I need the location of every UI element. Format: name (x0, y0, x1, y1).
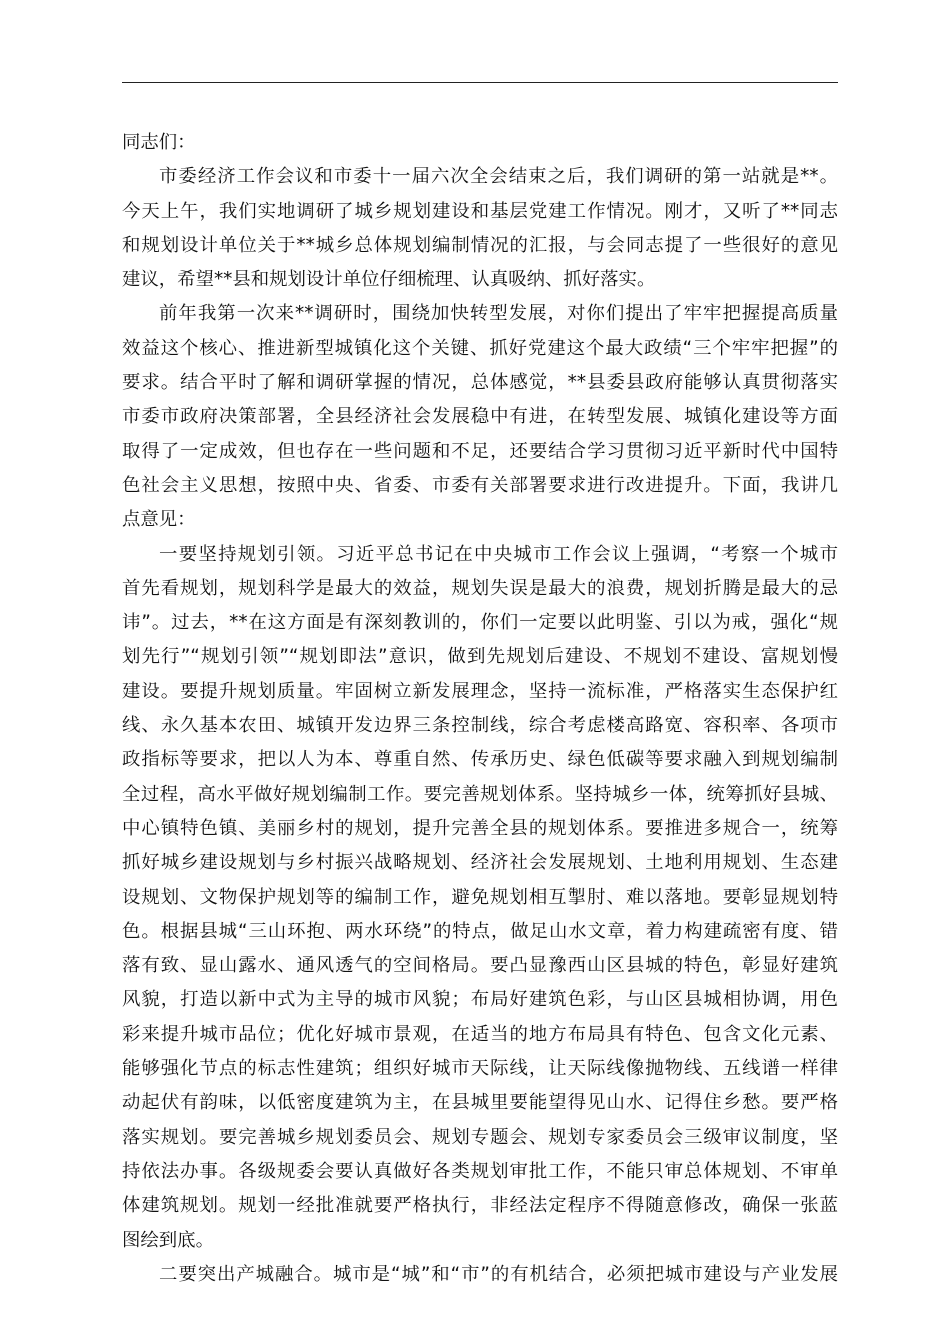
paragraph-line: 色社会主义思想，按照中央、省委、市委有关部署要求进行改进提升。下面，我讲几 (122, 474, 838, 496)
paragraph-line: 前年我第一次来**调研时，围绕加快转型发展，对你们提出了牢牢把握提高质量 (159, 303, 838, 325)
paragraph-line: 能够强化节点的标志性建筑；组织好城市天际线，让天际线像抛物线、五线谱一样律 (122, 1058, 838, 1080)
paragraph-line: 点意见： (122, 509, 196, 531)
paragraph-line: 风貌，打造以新中式为主导的城市风貌；布局好建筑色彩，与山区县城相协调，用色 (122, 989, 838, 1011)
paragraph-line: 色。根据县城“三山环抱、两水环绕”的特点，做足山水文章，着力构建疏密有度、错 (122, 920, 838, 942)
paragraph-line: 图绘到底。 (122, 1229, 214, 1251)
paragraph-line: 二要突出产城融合。城市是“城”和“市”的有机结合，必须把城市建设与产业发展 (159, 1263, 838, 1285)
salutation: 同志们： (122, 132, 196, 153)
paragraph-line: 全过程，高水平做好规划编制工作。要完善规划体系。坚持城乡一体，统筹抓好县城、 (122, 783, 838, 805)
paragraph-line: 取得了一定成效，但也存在一些问题和不足，还要结合学习贯彻习近平新时代中国特 (122, 440, 838, 462)
paragraph-line: 落实规划。要完善城乡规划委员会、规划专题会、规划专家委员会三级审议制度，坚 (122, 1126, 838, 1148)
paragraph-line: 要求。结合平时了解和调研掌握的情况，总体感觉，**县委县政府能够认真贯彻落实 (122, 372, 838, 394)
paragraph-line: 建议，希望**县和规划设计单位仔细梳理、认真吸纳、抓好落实。 (122, 269, 656, 291)
paragraph-line: 政指标等要求，把以人为本、尊重自然、传承历史、绿色低碳等要求融入到规划编制 (122, 749, 838, 771)
paragraph-line: 彩来提升城市品位；优化好城市景观，在适当的地方布局具有特色、包含文化元素、 (122, 1023, 838, 1045)
paragraph-line: 划先行”“规划引领”“规划即法”意识，做到先规划后建设、不规划不建设、富规划慢 (122, 646, 838, 668)
paragraph-line: 今天上午，我们实地调研了城乡规划建设和基层党建工作情况。刚才，又听了**同志 (122, 200, 838, 222)
paragraph-line: 线、永久基本农田、城镇开发边界三条控制线，综合考虑楼高路宽、容积率、各项市 (122, 715, 838, 737)
paragraph-line: 持依法办事。各级规委会要认真做好各类规划审批工作，不能只审总体规划、不审单 (122, 1160, 838, 1182)
document-body (122, 126, 838, 1292)
paragraph-line: 首先看规划，规划科学是最大的效益，规划失误是最大的浪费，规划折腾是最大的忌 (122, 577, 838, 599)
paragraph-line: 讳”。过去，**在这方面是有深刻教训的，你们一定要以此明鉴、引以为戒，强化“规 (122, 612, 838, 634)
paragraph-line: 一要坚持规划引领。习近平总书记在中央城市工作会议上强调，“考察一个城市 (159, 543, 838, 565)
paragraph-line: 抓好城乡建设规划与乡村振兴战略规划、经济社会发展规划、土地利用规划、生态建 (122, 852, 838, 874)
header-rule (122, 82, 838, 83)
paragraph-line: 设规划、文物保护规划等的编制工作，避免规划相互掣肘、难以落地。要彰显规划特 (122, 886, 838, 908)
paragraph-line: 动起伏有韵味，以低密度建筑为主，在县城里要能望得见山水、记得住乡愁。要严格 (122, 1092, 838, 1114)
paragraph-line: 建设。要提升规划质量。牢固树立新发展理念，坚持一流标准，严格落实生态保护红 (122, 680, 838, 702)
paragraph-line: 中心镇特色镇、美丽乡村的规划，提升完善全县的规划体系。要推进多规合一，统筹 (122, 817, 838, 839)
paragraph-line: 市委市政府决策部署，全县经济社会发展稳中有进，在转型发展、城镇化建设等方面 (122, 406, 838, 428)
paragraph-line: 效益这个核心、推进新型城镇化这个关键、抓好党建这个最大政绩“三个牢牢把握”的 (122, 337, 838, 359)
paragraph-line: 和规划设计单位关于**城乡总体规划编制情况的汇报，与会同志提了一些很好的意见 (122, 234, 838, 256)
paragraph-line: 体建筑规划。规划一经批准就要严格执行，非经法定程序不得随意修改，确保一张蓝 (122, 1195, 838, 1217)
paragraph-line: 落有致、显山露水、通风透气的空间格局。要凸显豫西山区县城的特色，彰显好建筑 (122, 955, 838, 977)
paragraph-line: 市委经济工作会议和市委十一届六次全会结束之后，我们调研的第一站就是**。 (159, 166, 838, 188)
